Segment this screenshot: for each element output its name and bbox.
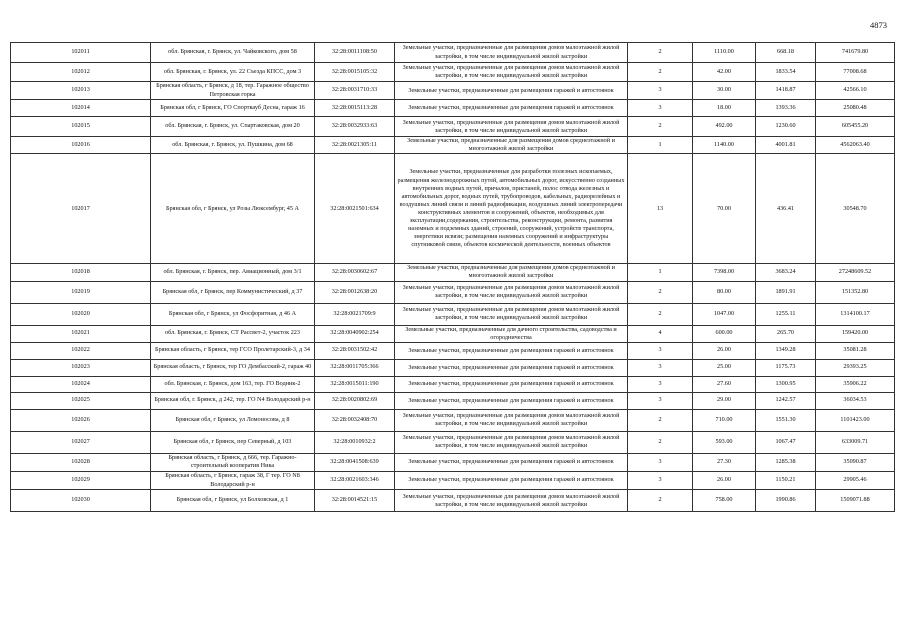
row-id-cell: 102014 [11,100,151,117]
address-cell: Брянская обл, г Брянск, ГО Спорткауб Десна, гараж 16 [151,100,315,117]
cadastral-value-cell: 4562063.40 [816,137,895,154]
specific-value-cell: 1551.30 [756,409,816,431]
land-use-cell: Земельные участки, предназначенные для размещения домов малоэтажной жилой застройки, в том числе индивидуальной жилой застройки [395,117,628,137]
cadastral-number-cell: 32:28:0030602:67 [315,264,395,281]
table-row [11,471,895,489]
row-id-cell: 102021 [11,325,151,342]
row-id-cell: 102022 [11,342,151,359]
table-row [11,325,895,342]
row-id-cell: 102012 [11,63,151,82]
row-id-cell: 102023 [11,359,151,376]
address-cell: обл. Брянская, г. Брянск, пер. Авиационный, дом 3/1 [151,264,315,281]
cadastral-value-cell: 42566.10 [816,82,895,100]
cadastral-value-cell: 77008.68 [816,63,895,82]
area-cell: 80.00 [693,281,756,303]
table-row [11,82,895,100]
page-number: 4873 [870,20,887,30]
land-use-cell: Земельные участки, предназначенные для размещения гаражей и автостоянок [395,471,628,489]
table-row [11,303,895,325]
group-cell: 2 [628,409,693,431]
land-use-cell: Земельные участки, предназначенные для размещения домов среднеэтажной и многоэтажной жилой застройки [395,264,628,281]
cadastral-value-cell: 633009.71 [816,431,895,453]
group-cell: 2 [628,117,693,137]
land-use-cell: Земельные участки, предназначенные для разработки полезных ископаемых, размещения железнодорожных путей, автомобильных дорог, искусственно созданных внутренних водных путей, причалов, пристаней, полос отвода железных и автомобильных дорог, водных путей, трубопроводов, кабельных, радиорелейных и воздушных линий связи и линий радиофикации, воздушных линий электропередачи конструктивных элементов и сооружений, объектов, необходимых для эксплуатации,содержания, строительства, реконструкции, ремонта, развития наземных и подземных зданий, строений, сооружений, устройств транспорта, энергетики исвязи; размещения наземных сооружений и инфраструктуры спутниковой связи, объектов космической деятельности, военных объектов [395,154,628,264]
cadastral-number-cell: 32:28:0040902:254 [315,325,395,342]
land-use-cell: Земельные участки, предназначенные для размещения домов малоэтажной жилой застройки, в том числе индивидуальной жилой застройки [395,43,628,63]
area-cell: 1047.00 [693,303,756,325]
address-cell: обл. Брянская, г. Брянск, ул. Чайковского, дом 58 [151,43,315,63]
row-id-cell: 102019 [11,281,151,303]
cadastral-number-cell: 32:28:0032933:63 [315,117,395,137]
specific-value-cell: 265.70 [756,325,816,342]
specific-value-cell: 1230.60 [756,117,816,137]
area-cell: 18.00 [693,100,756,117]
specific-value-cell: 1150.21 [756,471,816,489]
table-row [11,117,895,137]
area-cell: 1140.00 [693,137,756,154]
cadastral-value-cell: 151352.80 [816,281,895,303]
land-use-cell: Земельные участки, предназначенные для размещения гаражей и автостоянок [395,376,628,392]
area-cell: 42.00 [693,63,756,82]
address-cell: Брянская область, г Брянск, гараж 38, Г тер. ГО N8 Володарский р-н [151,471,315,489]
table-row [11,431,895,453]
address-cell: обл. Брянская, г. Брянск, ул. Пушкина, дом 68 [151,137,315,154]
row-id-cell: 102016 [11,137,151,154]
row-id-cell: 102026 [11,409,151,431]
specific-value-cell: 1990.86 [756,490,816,512]
land-use-cell: Земельные участки, предназначенные для размещения гаражей и автостоянок [395,82,628,100]
table-row [11,281,895,303]
table-row [11,264,895,281]
table-row [11,490,895,512]
land-use-cell: Земельные участки, предназначенные для размещения домов малоэтажной жилой застройки, в том числе индивидуальной жилой застройки [395,431,628,453]
cadastral-number-cell: 32:28:0021501:634 [315,154,395,264]
row-id-cell: 102013 [11,82,151,100]
row-id-cell: 102011 [11,43,151,63]
specific-value-cell: 668.18 [756,43,816,63]
row-id-cell: 102029 [11,471,151,489]
table-body [11,43,895,512]
group-cell: 13 [628,154,693,264]
cadastral-value-cell: 35090.87 [816,453,895,471]
group-cell: 3 [628,453,693,471]
area-cell: 27.30 [693,453,756,471]
address-cell: Брянская обл, г Брянск, ул Розы Люксембург, 45 А [151,154,315,264]
cadastral-value-cell: 27248609.52 [816,264,895,281]
area-cell: 70.00 [693,154,756,264]
row-id-cell: 102020 [11,303,151,325]
group-cell: 3 [628,100,693,117]
group-cell: 3 [628,342,693,359]
address-cell: Брянская обл, г Брянск, пер Коммунистический, д 37 [151,281,315,303]
land-use-cell: Земельные участки, предназначенные для размещения домов малоэтажной жилой застройки, в том числе индивидуальной жилой застройки [395,281,628,303]
area-cell: 492.00 [693,117,756,137]
land-use-cell: Земельные участки, предназначенные для размещения домов малоэтажной жилой застройки, в том числе индивидуальной жилой застройки [395,409,628,431]
cadastral-number-cell: 32:28:0021305:11 [315,137,395,154]
cadastral-value-cell: 1509071.88 [816,490,895,512]
table-row [11,100,895,117]
cadastral-number-cell: 32:28:0012638:20 [315,281,395,303]
specific-value-cell: 1255.11 [756,303,816,325]
cadastral-number-cell: 32:28:0014521:15 [315,490,395,512]
specific-value-cell: 1067.47 [756,431,816,453]
group-cell: 2 [628,490,693,512]
address-cell: обл. Брянская, г. Брянск, СТ Рассвет-2, участок 223 [151,325,315,342]
group-cell: 2 [628,43,693,63]
group-cell: 1 [628,264,693,281]
cadastral-number-cell: 32:28:0010932:2 [315,431,395,453]
table-row [11,359,895,376]
registry-table [10,42,895,512]
group-cell: 3 [628,471,693,489]
row-id-cell: 102025 [11,392,151,409]
address-cell: обл. Брянская, г. Брянск, ул. 22 Съезда КПСС, дом 3 [151,63,315,82]
address-cell: Брянская обл, г Брянск, ул Ломоносова, д 8 [151,409,315,431]
cadastral-value-cell: 29393.25 [816,359,895,376]
row-id-cell: 102024 [11,376,151,392]
address-cell: Брянская область, г Брянск, тер ГСО Пролетарский-3, д 34 [151,342,315,359]
cadastral-number-cell: 32:28:0021603:346 [315,471,395,489]
land-use-cell: Земельные участки, предназначенные для размещения домов малоэтажной жилой застройки, в том числе индивидуальной жилой застройки [395,303,628,325]
area-cell: 26.00 [693,471,756,489]
row-id-cell: 102027 [11,431,151,453]
group-cell: 2 [628,431,693,453]
cadastral-number-cell: 32:28:0041508:639 [315,453,395,471]
table-row [11,137,895,154]
land-use-cell: Земельные участки, предназначенные для размещения гаражей и автостоянок [395,359,628,376]
cadastral-value-cell: 1101423.00 [816,409,895,431]
address-cell: Брянская обл, г Брянск, пер Северный, д 103 [151,431,315,453]
specific-value-cell: 1833.54 [756,63,816,82]
cadastral-value-cell: 1314100.17 [816,303,895,325]
group-cell: 4 [628,325,693,342]
table-row [11,409,895,431]
land-use-cell: Земельные участки, предназначенные для размещения домов среднеэтажной и многоэтажной жилой застройки [395,137,628,154]
area-cell: 600.00 [693,325,756,342]
land-use-cell: Земельные участки, предназначенные для размещения домов малоэтажной жилой застройки, в том числе индивидуальной жилой застройки [395,63,628,82]
area-cell: 1110.00 [693,43,756,63]
table-row [11,63,895,82]
cadastral-value-cell: 36034.53 [816,392,895,409]
address-cell: обл. Брянская, г. Брянск, ул. Спартаковская, дом 20 [151,117,315,137]
specific-value-cell: 1393.36 [756,100,816,117]
table-row [11,376,895,392]
address-cell: Брянская область, г Брянск, д 18, тер. Гаражное общество Петровская горка [151,82,315,100]
group-cell: 2 [628,303,693,325]
group-cell: 3 [628,359,693,376]
cadastral-number-cell: 32:28:0031710:33 [315,82,395,100]
group-cell: 1 [628,137,693,154]
address-cell: Брянская обл, г Брянск, ул Фосфоритная, д 46 А [151,303,315,325]
specific-value-cell: 1418.87 [756,82,816,100]
cadastral-number-cell: 32:28:0015113:28 [315,100,395,117]
land-use-cell: Земельные участки, предназначенные для размещения домов малоэтажной жилой застройки, в том числе индивидуальной жилой застройки [395,490,628,512]
cadastral-number-cell: 32:28:0011705:366 [315,359,395,376]
cadastral-value-cell: 741679.80 [816,43,895,63]
specific-value-cell: 1891.91 [756,281,816,303]
area-cell: 26.00 [693,342,756,359]
table-row [11,154,895,264]
group-cell: 2 [628,63,693,82]
table-row [11,342,895,359]
specific-value-cell: 4001.81 [756,137,816,154]
specific-value-cell: 1175.73 [756,359,816,376]
table-row [11,453,895,471]
cadastral-value-cell: 35906.22 [816,376,895,392]
address-cell: Брянская область, г Брянск, д 666, тер. Гаражно-строительный кооператив Ника [151,453,315,471]
area-cell: 7398.00 [693,264,756,281]
specific-value-cell: 1285.38 [756,453,816,471]
row-id-cell: 102030 [11,490,151,512]
land-use-cell: Земельные участки, предназначенные для размещения гаражей и автостоянок [395,100,628,117]
specific-value-cell: 436.41 [756,154,816,264]
table-row [11,392,895,409]
address-cell: Брянская обл, г. Брянск, д 242, тер. ГО N4 Володарский р-н [151,392,315,409]
table-row [11,43,895,63]
cadastral-number-cell: 32:28:0020802:69 [315,392,395,409]
cadastral-value-cell: 159420.00 [816,325,895,342]
row-id-cell: 102017 [11,154,151,264]
cadastral-number-cell: 32:28:0031502:42 [315,342,395,359]
area-cell: 593.00 [693,431,756,453]
area-cell: 25.00 [693,359,756,376]
specific-value-cell: 1300.95 [756,376,816,392]
group-cell: 3 [628,376,693,392]
cadastral-value-cell: 35081.28 [816,342,895,359]
address-cell: Брянская обл, г Брянск, ул Болховская, д 1 [151,490,315,512]
specific-value-cell: 3683.24 [756,264,816,281]
row-id-cell: 102028 [11,453,151,471]
land-use-cell: Земельные участки, предназначенные для размещения гаражей и автостоянок [395,342,628,359]
row-id-cell: 102018 [11,264,151,281]
area-cell: 27.60 [693,376,756,392]
area-cell: 29.00 [693,392,756,409]
specific-value-cell: 1349.28 [756,342,816,359]
address-cell: обл. Брянская, г. Брянск, дом 163, тер. ГО Водник-2 [151,376,315,392]
land-use-cell: Земельные участки, предназначенные для дачного строительства, садоводства и огородничества [395,325,628,342]
area-cell: 758.00 [693,490,756,512]
group-cell: 3 [628,82,693,100]
cadastral-value-cell: 25080.48 [816,100,895,117]
group-cell: 2 [628,281,693,303]
cadastral-value-cell: 30548.70 [816,154,895,264]
cadastral-value-cell: 29905.46 [816,471,895,489]
specific-value-cell: 1242.57 [756,392,816,409]
cadastral-number-cell: 32:28:0021709:9 [315,303,395,325]
address-cell: Брянская область, г Брянск, тер ГО Дембасский-2, гараж 40 [151,359,315,376]
cadastral-value-cell: 605455.20 [816,117,895,137]
cadastral-number-cell: 32:28:0015105:32 [315,63,395,82]
cadastral-number-cell: 32:28:0011108:50 [315,43,395,63]
row-id-cell: 102015 [11,117,151,137]
group-cell: 3 [628,392,693,409]
area-cell: 710.00 [693,409,756,431]
area-cell: 30.00 [693,82,756,100]
land-use-cell: Земельные участки, предназначенные для размещения гаражей и автостоянок [395,392,628,409]
cadastral-number-cell: 32:28:0032408:70 [315,409,395,431]
cadastral-number-cell: 32:28:0015011:190 [315,376,395,392]
land-use-cell: Земельные участки, предназначенные для размещения гаражей и автостоянок [395,453,628,471]
